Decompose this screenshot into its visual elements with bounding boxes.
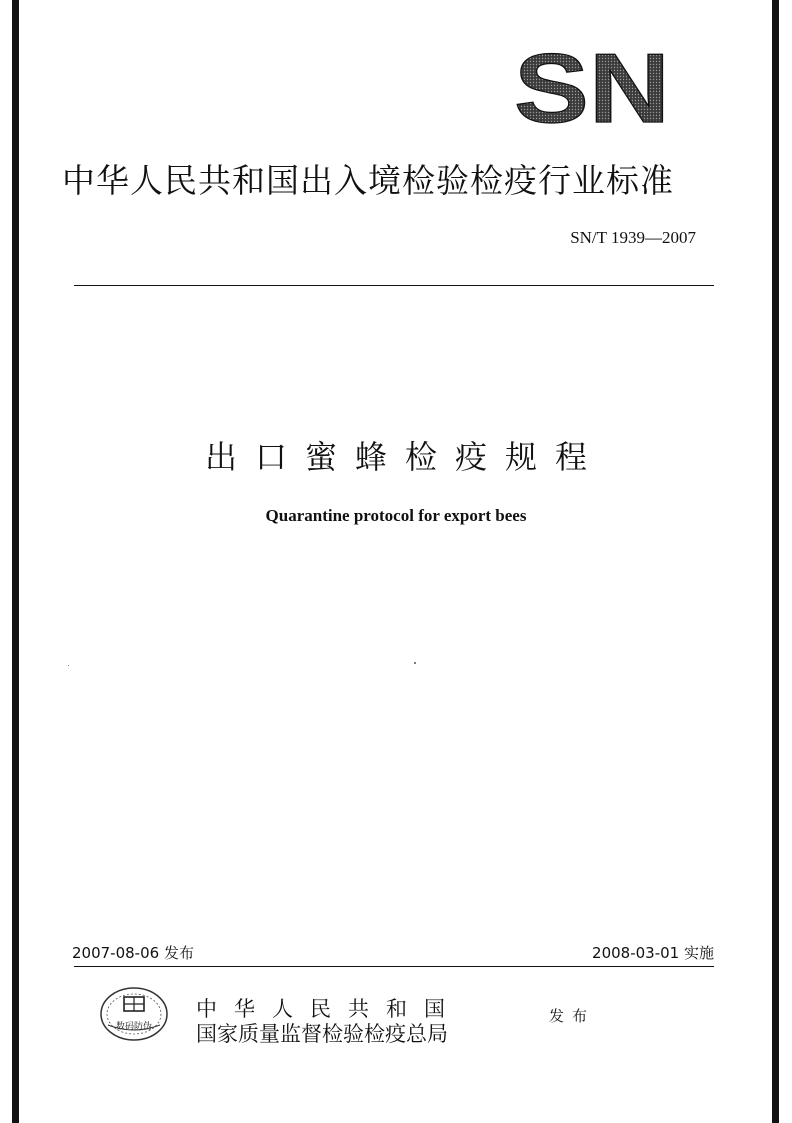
anti-counterfeit-seal xyxy=(98,985,170,1043)
page-border-left xyxy=(12,0,19,1123)
issue-date: 2007-08-06 发布 xyxy=(72,944,194,962)
standard-number: SN/T 1939—2007 xyxy=(570,228,696,247)
bottom-divider xyxy=(74,966,714,967)
issuer-agency: 国家质量监督检验检疫总局 xyxy=(196,1022,448,1046)
seal-text: 数码防伪 xyxy=(115,1022,153,1032)
document-title-chinese: 出口蜜蜂检疫规程 xyxy=(204,438,605,476)
document-title-english: Quarantine protocol for export bees xyxy=(265,506,527,525)
sn-logo xyxy=(514,48,670,128)
implementation-date: 2008-03-01 实施 xyxy=(592,944,714,962)
scan-speck xyxy=(68,665,69,666)
top-divider xyxy=(74,285,714,286)
issuer-country: 中华人民共和国 xyxy=(196,997,462,1021)
publish-label: 发布 xyxy=(549,1007,596,1025)
scan-speck xyxy=(414,662,416,664)
page-border-right xyxy=(772,0,779,1123)
sn-logo-text: SN xyxy=(514,48,670,128)
org-title: 中华人民共和国出入境检验检疫行业标准 xyxy=(62,161,674,200)
